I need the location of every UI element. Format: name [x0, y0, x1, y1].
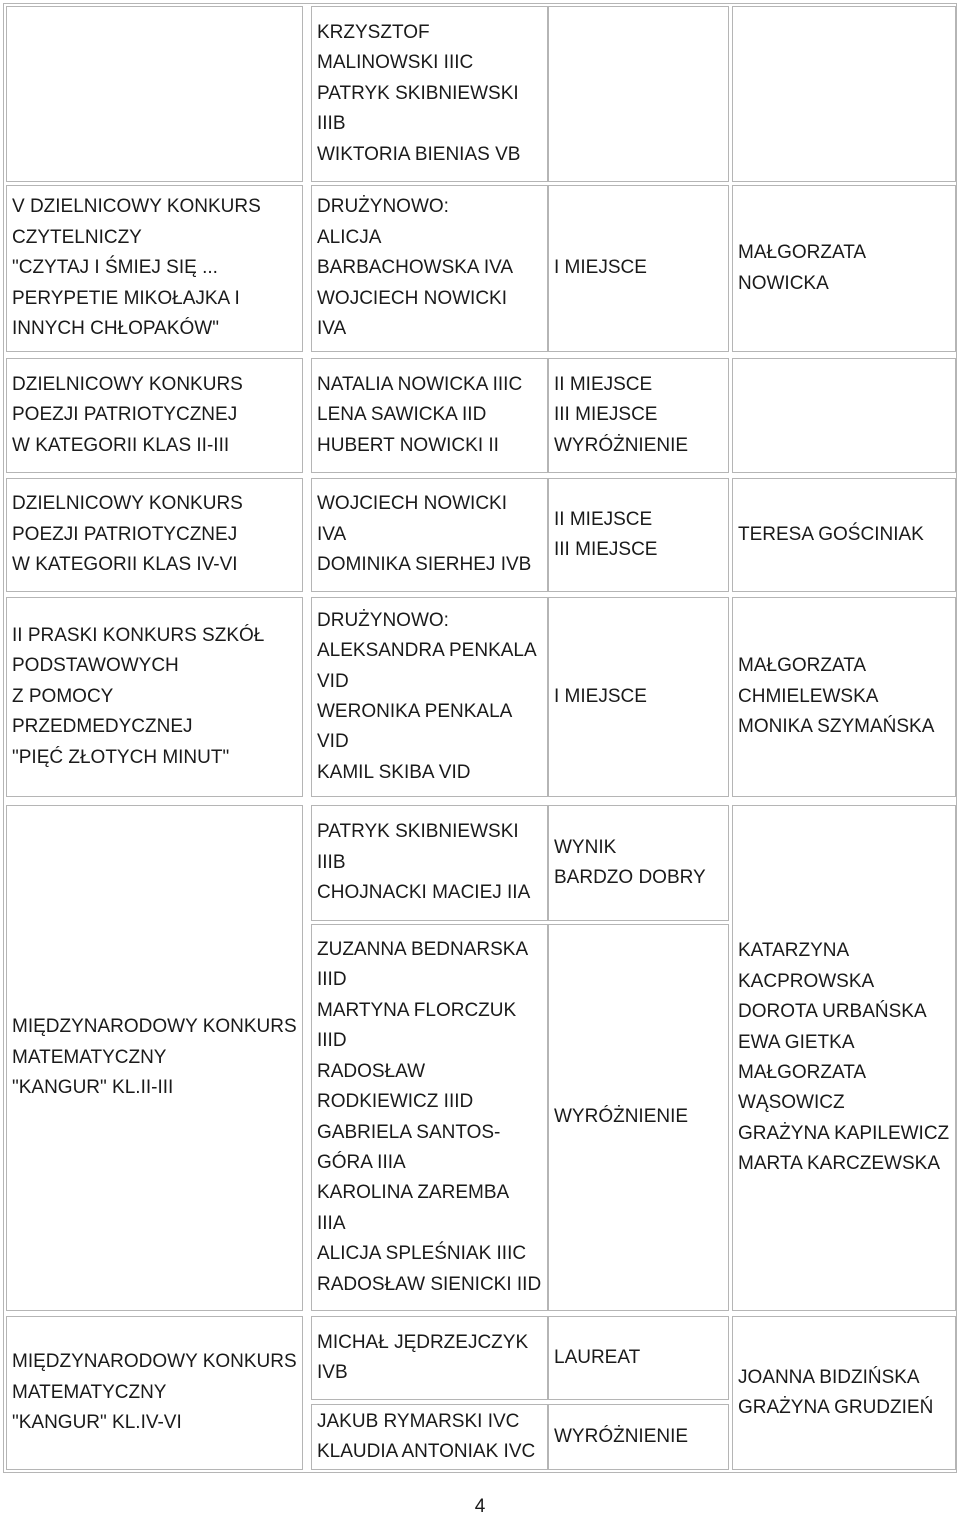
teacher-cell [732, 185, 956, 352]
result-cell [548, 478, 729, 592]
competition-cell [6, 805, 303, 1311]
participants: PATRYK SKIBNIEWSKI IIIB CHOJNACKI MACIEJ IIA [317, 821, 531, 904]
participants-cell [311, 1404, 548, 1470]
participants-cell [311, 478, 548, 592]
page-number: 4 [474, 1496, 486, 1517]
result: WYNIK BARDZO DOBRY [554, 836, 706, 888]
result: II MIEJSCE III MIEJSCE WYRÓŻNIENIE [554, 373, 689, 456]
participants-cell [311, 6, 548, 182]
teachers: JOANNA BIDZIŃSKA GRAŻYNA GRUDZIEŃ [738, 1366, 934, 1418]
result-cell [548, 6, 729, 182]
participants-cell [311, 358, 548, 473]
participants-cell [311, 805, 548, 921]
competition-name: DZIELNICOWY KONKURS POEZJI PATRIOTYCZNEJ W KATEGORII KLAS IV-VI [12, 493, 243, 576]
participants: JAKUB RYMARSKI IVC KLAUDIA ANTONIAK IVC [317, 1410, 536, 1462]
teachers: MAŁGORZATA CHMIELEWSKA MONIKA SZYMAŃSKA [738, 655, 935, 738]
teacher-cell [732, 478, 956, 592]
participants-cell [311, 1316, 548, 1400]
participants: MICHAŁ JĘDRZEJCZYK IVB [317, 1331, 529, 1383]
participants: KRZYSZTOF MALINOWSKI IIIC PATRYK SKIBNIEWSKI IIIB WIKTORIA BIENIAS VB [317, 21, 521, 165]
competition-name: II PRASKI KONKURS SZKÓŁ PODSTAWOWYCH Z POMOCY PRZEDMEDYCZNEJ "PIĘĆ ZŁOTYCH MINUT" [12, 624, 265, 768]
participants-cell [311, 185, 548, 352]
result-cell [548, 185, 729, 352]
competition-cell [6, 597, 303, 797]
competition-cell [6, 478, 303, 592]
teacher-cell [732, 597, 956, 797]
result-cell [548, 597, 729, 797]
result-cell [548, 358, 729, 473]
result-cell [548, 1316, 729, 1400]
competition-cell [6, 185, 303, 352]
participants-cell [311, 597, 548, 797]
competition-name: V DZIELNICOWY KONKURS CZYTELNICZY "CZYTAJ I ŚMIEJ SIĘ ... PERYPETIE MIKOŁAJKA I INNYCH CHŁOPAKÓW" [12, 196, 261, 340]
participants: DRUŻYNOWO: ALICJA BARBACHOWSKA IVA WOJCIECH NOWICKI IVA [317, 196, 514, 340]
competition-cell [6, 6, 303, 182]
participants: DRUŻYNOWO: ALEKSANDRA PENKALA VID WERONIKA PENKALA VID KAMIL SKIBA VID [317, 609, 537, 783]
teachers: KATARZYNA KACPROWSKA DOROTA URBAŃSKA EWA GIETKA MAŁGORZATA WĄSOWICZ GRAŻYNA KAPILEWICZ MARTA KARCZEWSKA [738, 940, 950, 1175]
teacher-cell [732, 1316, 956, 1470]
participants: WOJCIECH NOWICKI IVA DOMINIKA SIERHEJ IVB [317, 493, 532, 576]
teachers: MAŁGORZATA NOWICKA [738, 242, 867, 294]
result: I MIEJSCE [554, 685, 647, 707]
participants: NATALIA NOWICKA IIIC LENA SAWICKA IID HUBERT NOWICKI II [317, 373, 523, 456]
teacher-cell [732, 6, 956, 182]
result: WYRÓŻNIENIE [554, 1425, 689, 1447]
result: I MIEJSCE [554, 257, 647, 279]
competition-name: MIĘDZYNARODOWY KONKURS MATEMATYCZNY "KANGUR" KL.II-III [12, 1016, 297, 1099]
result-cell [548, 805, 729, 921]
teachers: TERESA GOŚCINIAK [738, 523, 924, 545]
competition-name: MIĘDZYNARODOWY KONKURS MATEMATYCZNY "KANGUR" KL.IV-VI [12, 1351, 297, 1434]
result: WYRÓŻNIENIE [554, 1106, 689, 1128]
competition-cell [6, 358, 303, 473]
result-cell [548, 924, 729, 1311]
result: II MIEJSCE III MIEJSCE [554, 508, 658, 560]
teacher-cell [732, 805, 956, 1311]
competition-name: DZIELNICOWY KONKURS POEZJI PATRIOTYCZNEJ W KATEGORII KLAS II-III [12, 373, 243, 456]
result: LAUREAT [554, 1346, 641, 1368]
participants-cell [311, 924, 548, 1311]
participants: ZUZANNA BEDNARSKA IIID MARTYNA FLORCZUK IIID RADOSŁAW RODKIEWICZ IIID GABRIELA SANTOS- GÓRA IIIA KAROLINA ZAREMBA IIIA ALICJA SPLEŚNIAK IIIC RADOSŁAW SIENICKI IID [317, 939, 542, 1295]
competition-cell [6, 1316, 303, 1470]
teacher-cell [732, 358, 956, 473]
result-cell [548, 1404, 729, 1470]
